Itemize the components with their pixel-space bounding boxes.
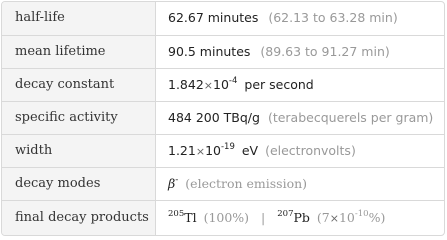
tl-mass-number: 205 <box>168 208 185 219</box>
value-width <box>157 135 444 167</box>
specific-activity-value: 484 200 TBq/g <box>168 110 260 125</box>
row-width <box>2 134 444 167</box>
label-mean-lifetime: mean lifetime <box>2 36 156 68</box>
times-symbol: × <box>203 79 214 92</box>
label-final-decay-products: final decay products <box>2 201 156 236</box>
value-half-life <box>157 2 444 35</box>
row-decay-modes <box>2 167 444 200</box>
label-specific-activity: specific activity <box>2 102 156 134</box>
width-exponent: -19 <box>220 141 235 152</box>
beta-charge: - <box>175 174 179 185</box>
label-width: width <box>2 135 156 167</box>
width-unit-note: (electronvolts) <box>265 143 356 158</box>
label-decay-constant: decay constant <box>2 69 156 101</box>
properties-table <box>1 1 445 236</box>
decay-mode-note: (electron emission) <box>185 176 308 191</box>
row-mean-lifetime <box>2 35 444 68</box>
half-life-value: 62.67 minutes <box>168 10 259 25</box>
label-half-life: half-life <box>2 2 156 35</box>
value-mean-lifetime <box>157 36 444 68</box>
label-decay-modes: decay modes <box>2 168 156 200</box>
row-specific-activity <box>2 101 444 134</box>
value-decay-constant <box>157 69 444 101</box>
width-unit: eV <box>241 143 259 158</box>
tl-fraction: (100%) <box>203 210 250 225</box>
decay-constant-mantissa: 1.842 <box>168 77 204 92</box>
pb-symbol: Pb <box>293 210 310 225</box>
pb-fraction-open: (7 <box>316 210 330 225</box>
specific-activity-unit-note: (terabecquerels per gram) <box>267 110 434 125</box>
pb-fraction-exponent: -10 <box>354 208 369 219</box>
pb-fraction <box>317 210 385 225</box>
beta-symbol: β <box>168 176 176 191</box>
products-separator: | <box>261 210 266 225</box>
times-symbol: × <box>195 145 206 158</box>
value-final-decay-products <box>157 201 444 236</box>
row-final-decay-products <box>2 200 444 236</box>
pb-fraction-close: %) <box>368 210 386 225</box>
width-mantissa: 1.21 <box>168 143 196 158</box>
value-decay-modes <box>157 168 444 200</box>
mean-lifetime-range: (89.63 to 91.27 min) <box>260 44 390 59</box>
decay-constant-unit: per second <box>244 77 314 92</box>
pb-mass-number: 207 <box>277 208 294 219</box>
row-half-life <box>2 2 444 35</box>
width-base: 10 <box>205 143 221 158</box>
decay-constant-exponent: -4 <box>228 75 238 86</box>
pb-fraction-base: 10 <box>338 210 355 225</box>
times-symbol: × <box>329 212 339 225</box>
value-specific-activity <box>157 102 444 134</box>
tl-symbol: Tl <box>184 210 197 225</box>
decay-constant-base: 10 <box>213 77 229 92</box>
row-decay-constant <box>2 68 444 101</box>
half-life-range: (62.13 to 63.28 min) <box>268 10 398 25</box>
mean-lifetime-value: 90.5 minutes <box>168 44 251 59</box>
